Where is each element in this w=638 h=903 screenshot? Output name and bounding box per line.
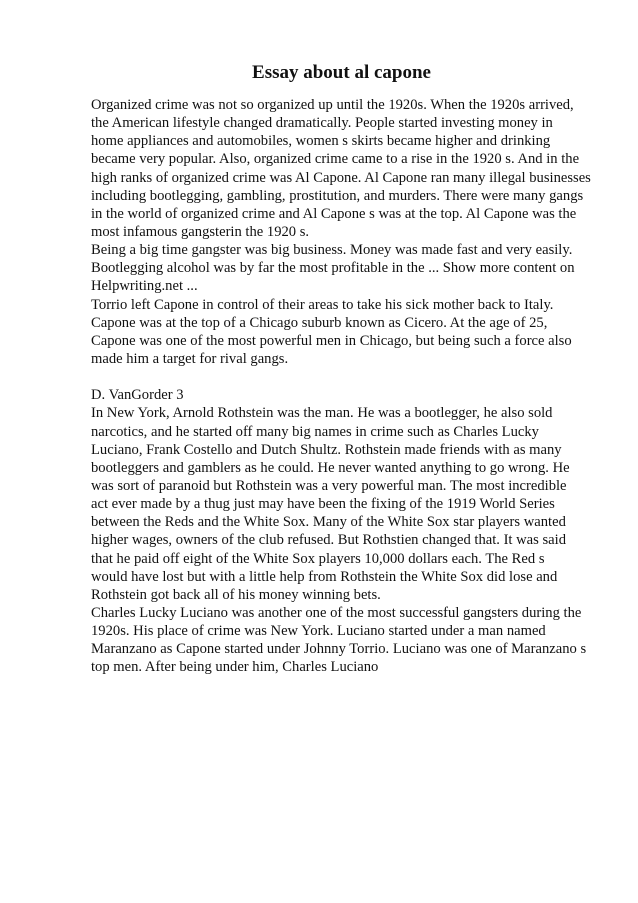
text-line: high ranks of organized crime was Al Capone. Al Capone ran many illegal businesses (91, 169, 591, 186)
text-line: that he paid off eight of the White Sox players 10,000 dollars each. The Red s (91, 550, 545, 567)
text-line: Bootlegging alcohol was by far the most profitable in the ... Show more content on (91, 260, 575, 277)
text-line: Maranzano as Capone started under Johnny Torrio. Luciano was one of Maranzano s (91, 641, 587, 658)
essay-body (91, 96, 611, 677)
text-line: Torrio left Capone in control of their areas to take his sick mother back to Italy. (91, 296, 554, 313)
text-line: bootleggers and gamblers as he could. He never wanted anything to go wrong. He (91, 459, 570, 476)
text-line: Charles Lucky Luciano was another one of the most successful gangsters during the (91, 604, 582, 621)
text-line: Luciano, Frank Costello and Dutch Shultz. Rothstein made friends with as many (91, 441, 562, 458)
text-line: was sort of paranoid but Rothstein was a very powerful man. The most incredible (91, 477, 567, 494)
text-line: Rothstein got back all of his money winning bets. (91, 586, 381, 603)
paragraph-gap (91, 368, 611, 386)
text-line: Being a big time gangster was big business. Money was made fast and very easily. (91, 242, 573, 259)
text-line: narcotics, and he started off many big names in crime such as Charles Lucky (91, 423, 539, 440)
text-line: including bootlegging, gambling, prostitution, and murders. There were many gangs (91, 187, 584, 204)
text-line: 1920s. His place of crime was New York. Luciano started under a man named (91, 623, 546, 640)
text-line: most infamous gangsterin the 1920 s. (91, 223, 310, 240)
text-line: became very popular. Also, organized crime came to a rise in the 1920 s. And in the (91, 151, 580, 168)
text-line: In New York, Arnold Rothstein was the man. He was a bootlegger, he also sold (91, 405, 553, 422)
text-line: the American lifestyle changed dramatically. People started investing money in (91, 115, 553, 132)
text-line: home appliances and automobiles, women s skirts became higher and drinking (91, 133, 551, 150)
text-line: Helpwriting.net ... (91, 278, 198, 295)
text-line: would have lost but with a little help from Rothstein the White Sox did lose and (91, 568, 558, 585)
text-line: Capone was one of the most powerful men in Chicago, but being such a force also (91, 332, 572, 349)
text-line: act ever made by a thug just may have been the fixing of the 1919 World Series (91, 496, 555, 513)
document-title: Essay about al capone (252, 62, 431, 83)
text-line: between the Reds and the White Sox. Many of the White Sox star players wanted (91, 514, 566, 531)
text-line: made him a target for rival gangs. (91, 350, 289, 367)
text-line: top men. After being under him, Charles Luciano (91, 659, 379, 676)
text-line: in the world of organized crime and Al Capone s was at the top. Al Capone was the (91, 205, 577, 222)
text-line: higher wages, owners of the club refused. But Rothstien changed that. It was said (91, 532, 566, 549)
text-line: Organized crime was not so organized up until the 1920s. When the 1920s arrived, (91, 97, 574, 113)
text-line: Capone was at the top of a Chicago suburb known as Cicero. At the age of 25, (91, 314, 548, 331)
text-line: D. VanGorder 3 (91, 387, 184, 404)
